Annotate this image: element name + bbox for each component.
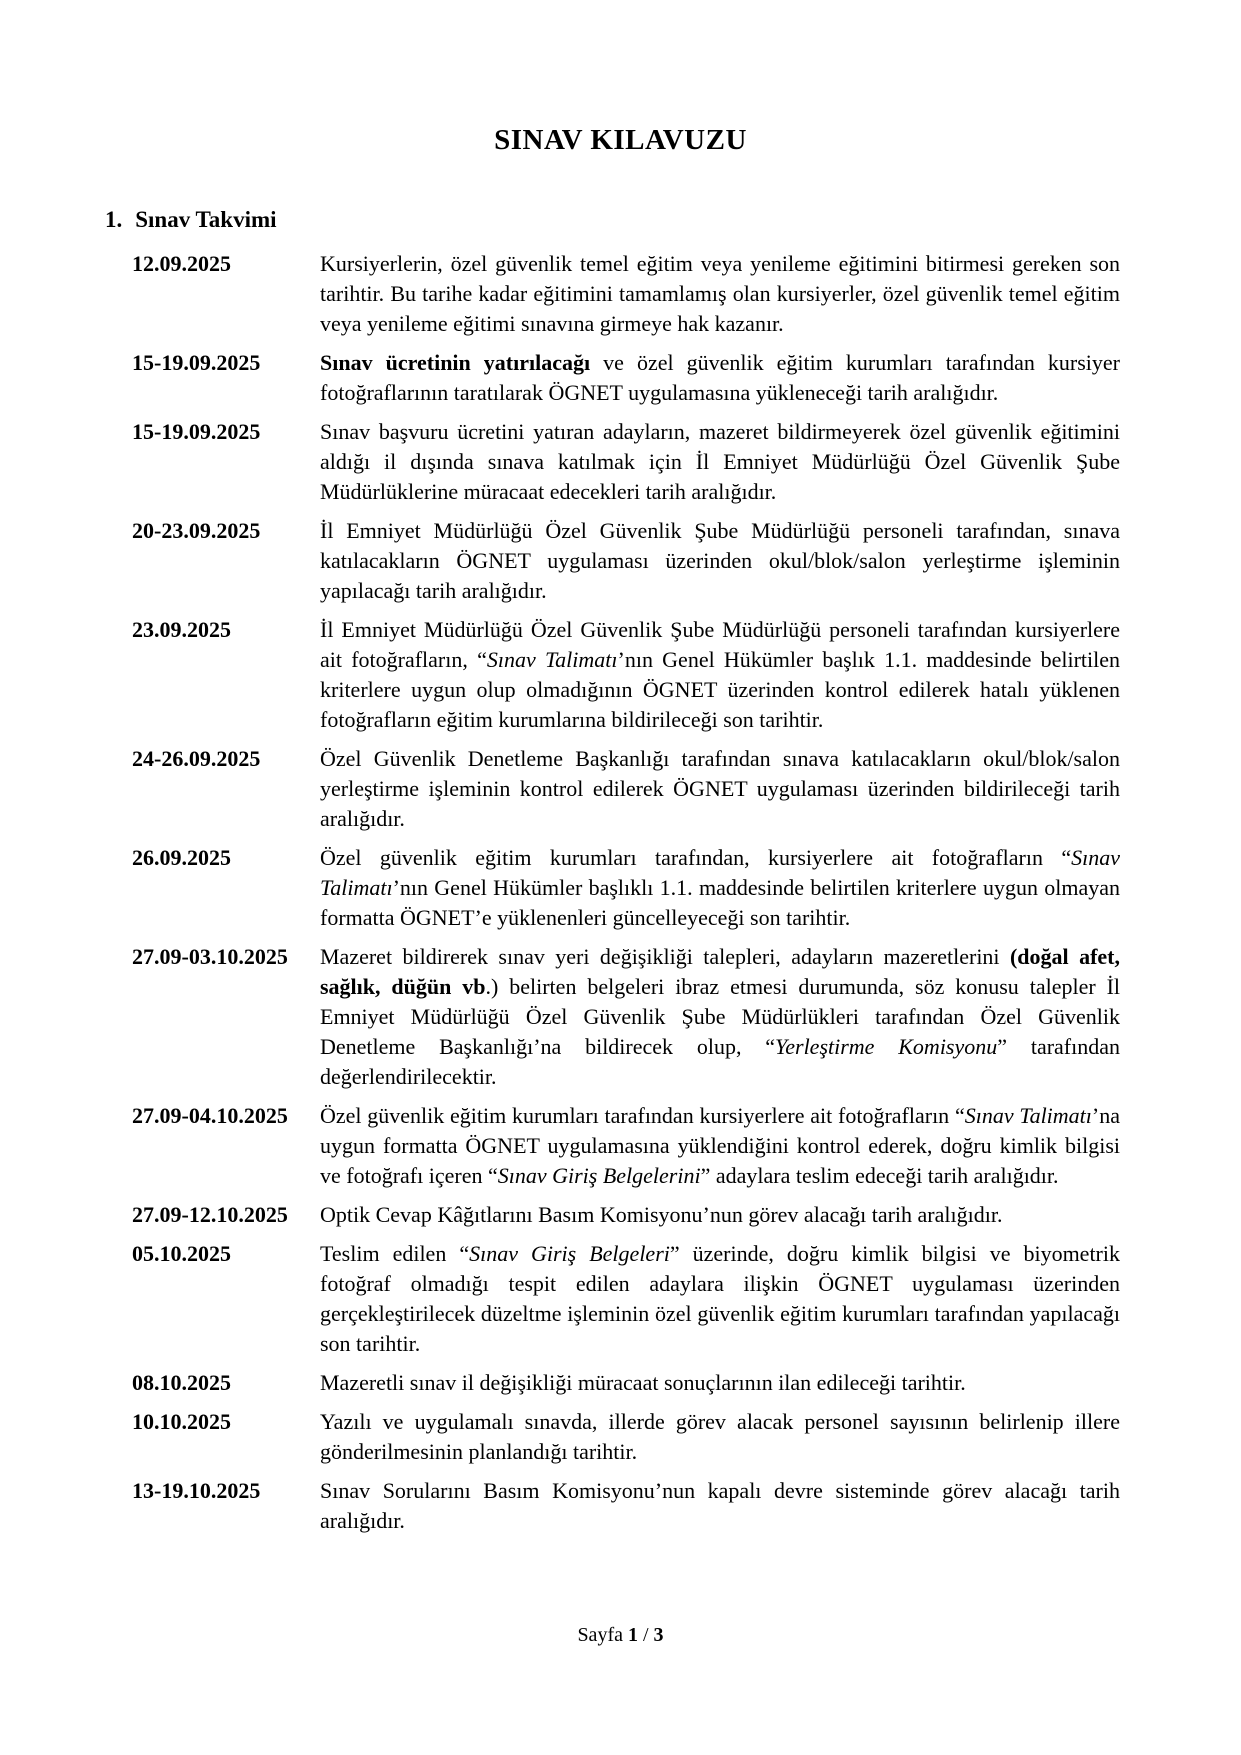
schedule-date: 08.10.2025: [132, 1370, 231, 1395]
text-segment: Sınav Giriş Belgeleri: [469, 1241, 670, 1266]
text-segment: Sınav ücretinin yatırılacağı: [320, 350, 591, 375]
schedule-row: [132, 1101, 1120, 1191]
text-segment: (doğal afet, sağlık, düğün vb: [320, 944, 1121, 999]
schedule-row: [132, 348, 1120, 408]
text-segment: Sınav Talimatı: [486, 647, 618, 672]
section-title: Sınav Takvimi: [135, 207, 277, 232]
text-segment: Sınav Sorularını Basım Komisyonu’nun kapalı devre sisteminde görev alacağı tarih aralığıdır.: [320, 1478, 1120, 1533]
schedule-row: [132, 744, 1120, 834]
schedule-date: 20-23.09.2025: [132, 518, 261, 543]
schedule-row: [132, 516, 1120, 606]
schedule-description: [320, 615, 1120, 735]
schedule-row: [132, 417, 1120, 507]
text-segment: Mazeretli sınav il değişikliği müracaat sonuçlarının ilan edileceği tarihtir.: [320, 1370, 966, 1395]
text-segment: Özel güvenlik eğitim kurumları tarafından, kursiyerlere ait fotoğrafların “: [320, 845, 1072, 870]
text-segment: Sınav Talimatı: [320, 845, 1120, 900]
footer-separator: /: [637, 1624, 654, 1646]
text-segment: ” üzerinde, doğru kimlik bilgisi ve biyometrik fotoğraf olmadığı tespit edilen adaylara ilişkin ÖGNET uygulaması üzerinden gerçekleştirilecek düzeltme işleminin özel güvenlik eğitim kurumları tarafından yapılacağı son tarihtir.: [320, 1241, 1121, 1356]
schedule-description: [320, 1200, 1120, 1230]
schedule-row: [132, 942, 1120, 1092]
text-segment: Özel güvenlik eğitim kurumları tarafından kursiyerlere ait fotoğrafların “: [320, 1103, 965, 1128]
schedule-row: [132, 249, 1120, 339]
text-segment: Sınav Giriş Belgelerini: [497, 1163, 701, 1188]
text-segment: ” adaylara teslim edeceği tarih aralığıdır.: [700, 1163, 1059, 1188]
schedule-date: 13-19.10.2025: [132, 1478, 261, 1503]
text-segment: Optik Cevap Kâğıtlarını Basım Komisyonu’nun görev alacağı tarih aralığıdır.: [320, 1202, 1003, 1227]
text-segment: İl Emniyet Müdürlüğü Özel Güvenlik Şube Müdürlüğü personeli tarafından kursiyerlere ait fotoğrafların, “: [320, 617, 1120, 672]
schedule-row: [132, 843, 1120, 933]
schedule-date: 23.09.2025: [132, 617, 231, 642]
text-segment: İl Emniyet Müdürlüğü Özel Güvenlik Şube Müdürlüğü personeli tarafından, sınava katılacakların ÖGNET uygulaması üzerinden okul/blok/salon yerleştirme işleminin yapılacağı tarih aralığıdır.: [320, 518, 1120, 603]
text-segment: ” tarafından değerlendirilecektir.: [320, 1034, 1121, 1089]
schedule-table: [132, 249, 1120, 1545]
schedule-row: [132, 615, 1120, 735]
schedule-date: 15-19.09.2025: [132, 419, 261, 444]
footer-page-total: 3: [653, 1624, 664, 1646]
schedule-date: 26.09.2025: [132, 845, 231, 870]
schedule-row: [132, 1407, 1120, 1467]
schedule-date: 24-26.09.2025: [132, 746, 261, 771]
schedule-row: [132, 1368, 1120, 1398]
schedule-description: [320, 1476, 1120, 1536]
schedule-description: [320, 249, 1120, 339]
schedule-description: [320, 1101, 1120, 1191]
schedule-date: 27.09-04.10.2025: [132, 1103, 288, 1128]
text-segment: Kursiyerlerin, özel güvenlik temel eğitim veya yenileme eğitimini bitirmesi gereken son tarihtir. Bu tarihe kadar eğitimini tamamlamış olan kursiyerler, özel güvenlik temel eğitim veya yenileme eğitimi sınavına girmeye hak kazanır.: [320, 251, 1120, 336]
schedule-description: [320, 942, 1120, 1092]
text-segment: ’na uygun formatta ÖGNET uygulamasına yüklendiğini kontrol ederek, doğru kimlik bilgisi ve fotoğrafı içeren “: [320, 1103, 1121, 1188]
schedule-date: 05.10.2025: [132, 1241, 231, 1266]
text-segment: Mazeret bildirerek sınav yeri değişikliği talepleri, adayların mazeretlerini: [320, 944, 1010, 969]
page-footer: [0, 1624, 1241, 1647]
schedule-description: [320, 744, 1120, 834]
section-heading: [105, 207, 277, 233]
schedule-date: 27.09-03.10.2025: [132, 944, 288, 969]
schedule-row: [132, 1476, 1120, 1536]
text-segment: ’nın Genel Hükümler başlık 1.1. maddesinde belirtilen kriterlere uygun olup olmadığının ÖGNET üzerinden kontrol edilerek hatalı yüklenen fotoğrafların eğitim kurumlarına bildirileceği son tarihtir.: [320, 647, 1121, 732]
schedule-date: 27.09-12.10.2025: [132, 1202, 288, 1227]
text-segment: Teslim edilen “: [320, 1241, 470, 1266]
schedule-row: [132, 1200, 1120, 1230]
schedule-description: [320, 1368, 1120, 1398]
schedule-description: [320, 843, 1120, 933]
text-segment: Sınav başvuru ücretini yatıran adayların, mazeret bildirmeyerek özel güvenlik eğitimini aldığı il dışında sınava katılmak için İl Emniyet Müdürlüğü Özel Güvenlik Şube Müdürlüklerine müracaat edecekleri tarih aralığıdır.: [320, 419, 1120, 504]
schedule-date: 15-19.09.2025: [132, 350, 261, 375]
schedule-row: [132, 1239, 1120, 1359]
section-number: 1.: [105, 207, 123, 232]
footer-label: Sayfa: [577, 1624, 628, 1646]
text-segment: ’nın Genel Hükümler başlıklı 1.1. maddesinde belirtilen kriterlere uygun olmayan formatta ÖGNET’e yüklenenleri güncelleyeceği son tarihtir.: [320, 875, 1120, 930]
schedule-description: [320, 417, 1120, 507]
schedule-description: [320, 516, 1120, 606]
text-segment: Sınav Talimatı: [964, 1103, 1092, 1128]
text-segment: Yerleştirme Komisyonu: [775, 1034, 998, 1059]
schedule-description: [320, 348, 1120, 408]
text-segment: Özel Güvenlik Denetleme Başkanlığı tarafından sınava katılacakların okul/blok/salon yerleştirme işleminin kontrol edilerek ÖGNET uygulaması üzerinden bildirileceği tarih aralığıdır.: [320, 746, 1120, 831]
page-title: SINAV KILAVUZU: [494, 124, 747, 156]
footer-page-number: 1: [627, 1624, 638, 1646]
schedule-date: 10.10.2025: [132, 1409, 231, 1434]
text-segment: Yazılı ve uygulamalı sınavda, illerde görev alacak personel sayısının belirlenip illere gönderilmesinin planlandığı tarihtir.: [320, 1409, 1120, 1464]
text-segment: .) belirten belgeleri ibraz etmesi durumunda, söz konusu talepler İl Emniyet Müdürlüğü Özel Güvenlik Şube Müdürlükleri tarafından Özel Güvenlik Denetleme Başkanlığı’na bildirecek olup, “: [320, 974, 1121, 1059]
schedule-date: 12.09.2025: [132, 251, 231, 276]
schedule-description: [320, 1407, 1120, 1467]
schedule-description: [320, 1239, 1120, 1359]
text-segment: ve özel güvenlik eğitim kurumları tarafından kursiyer fotoğraflarının taratılarak ÖGNET uygulamasına yükleneceği tarih aralığıdır.: [320, 350, 1121, 405]
